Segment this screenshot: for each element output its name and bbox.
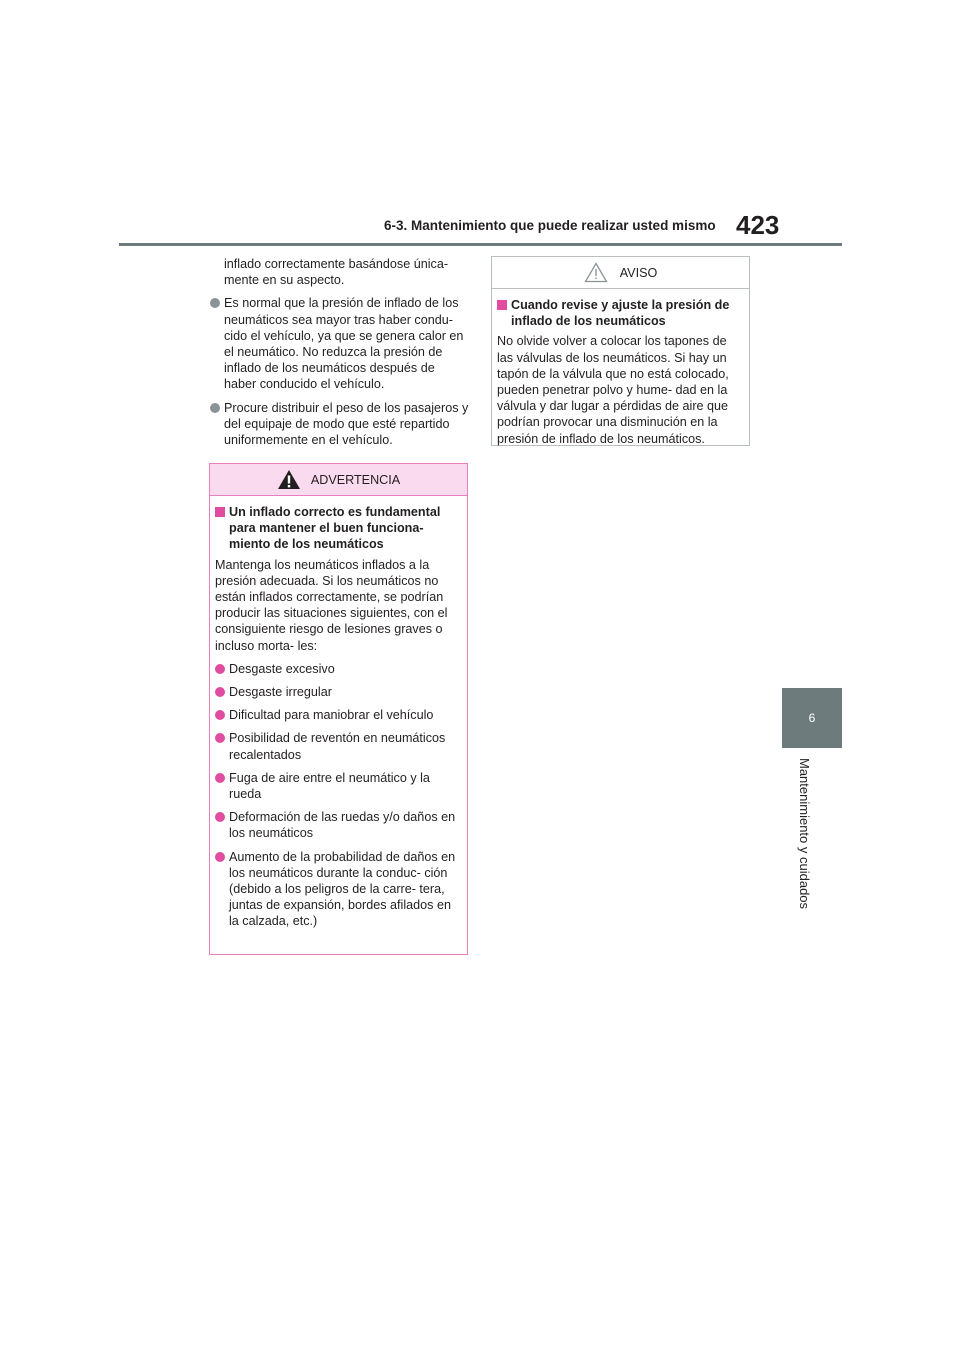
bullet-icon <box>215 812 225 822</box>
chapter-tab[interactable]: 6 <box>782 688 842 748</box>
chapter-label: Mantenimiento y cuidados <box>797 758 812 910</box>
list-item <box>215 730 461 762</box>
bullet-text: Deformación de las ruedas y/o daños en los neumáticos <box>229 810 456 841</box>
bullet-icon <box>215 710 225 720</box>
bullet-text: Aumento de la probabilidad de daños en los neumáticos durante la conduc- ción (debido a los peligros de la carre- tera, juntas de expansión, bordes afilados en la calzada, etc.) <box>229 849 456 929</box>
list-item <box>215 809 461 841</box>
bullet-icon <box>215 773 225 783</box>
list-item <box>210 400 470 449</box>
left-column <box>210 256 470 448</box>
bullet-icon <box>215 687 225 697</box>
bullet-text: Desgaste irregular <box>229 685 332 700</box>
square-bullet-icon <box>215 507 225 517</box>
list-item <box>215 707 461 723</box>
header-divider <box>119 243 842 246</box>
warning-header <box>210 464 467 496</box>
bullet-icon <box>215 733 225 743</box>
bullet-text: Procure distribuir el peso de los pasajeros y del equipaje de modo que esté repartido uniformemente en el vehículo. <box>224 400 469 448</box>
notice-box <box>491 256 750 446</box>
bullet-text: Fuga de aire entre el neumático y la rueda <box>229 770 430 802</box>
notice-body <box>492 289 749 447</box>
warning-title: ADVERTENCIA <box>310 472 401 487</box>
caution-triangle-icon <box>584 262 608 283</box>
bullet-icon <box>210 403 220 413</box>
warning-text: Mantenga los neumáticos inflados a la presión adecuada. Si los neumáticos no están inflados correctamente, se podrían producir las situaciones siguientes, con el consiguiente riesgo de lesiones graves o incluso morta- les: <box>215 557 448 653</box>
section-title: 6-3. Mantenimiento que puede realizar usted mismo <box>384 218 716 233</box>
bullet-text: Dificultad para maniobrar el vehículo <box>229 708 434 723</box>
bullet-icon <box>210 298 220 308</box>
list-item <box>210 295 470 392</box>
square-bullet-icon <box>497 300 507 310</box>
list-item <box>215 849 461 930</box>
page-number: 423 <box>736 210 780 240</box>
bullet-text: Desgaste excesivo <box>229 661 335 676</box>
notice-header <box>492 257 749 289</box>
notice-heading <box>497 297 743 329</box>
warning-triangle-icon <box>277 469 301 490</box>
warning-heading <box>215 504 461 553</box>
notice-title: AVISO <box>619 265 658 280</box>
warning-body <box>210 496 467 930</box>
bullet-text: Posibilidad de reventón en neumáticos recalentados <box>229 731 446 762</box>
warning-box <box>209 463 468 955</box>
notice-text: No olvide volver a colocar los tapones de las válvulas de los neumáticos. Si hay un tapón de la válvula que no está colocado, pueden penetrar polvo y hume- dad en la válvula y dar lugar a pérdidas de aire que podrían provocar una disminución en la presión de inflado de los neumáticos. <box>497 334 729 446</box>
warning-heading-text: Un inflado correcto es fundamental para mantener el buen funciona- miento de los neumáticos <box>229 505 441 552</box>
notice-heading-text: Cuando revise y ajuste la presión de inflado de los neumáticos <box>511 298 730 329</box>
bullet-text: Es normal que la presión de inflado de los neumáticos sea mayor tras haber condu- cido el vehículo, ya que se genera calor en el neumático. No reduzca la presión de inflado de los neumáticos después de haber conducido el vehículo. <box>224 296 464 392</box>
list-item <box>215 770 461 802</box>
continuation-text: inflado correctamente basándose única- mente en su aspecto. <box>224 257 449 288</box>
bullet-icon <box>215 852 225 862</box>
list-item <box>215 661 461 677</box>
list-item <box>215 684 461 700</box>
bullet-icon <box>215 664 225 674</box>
